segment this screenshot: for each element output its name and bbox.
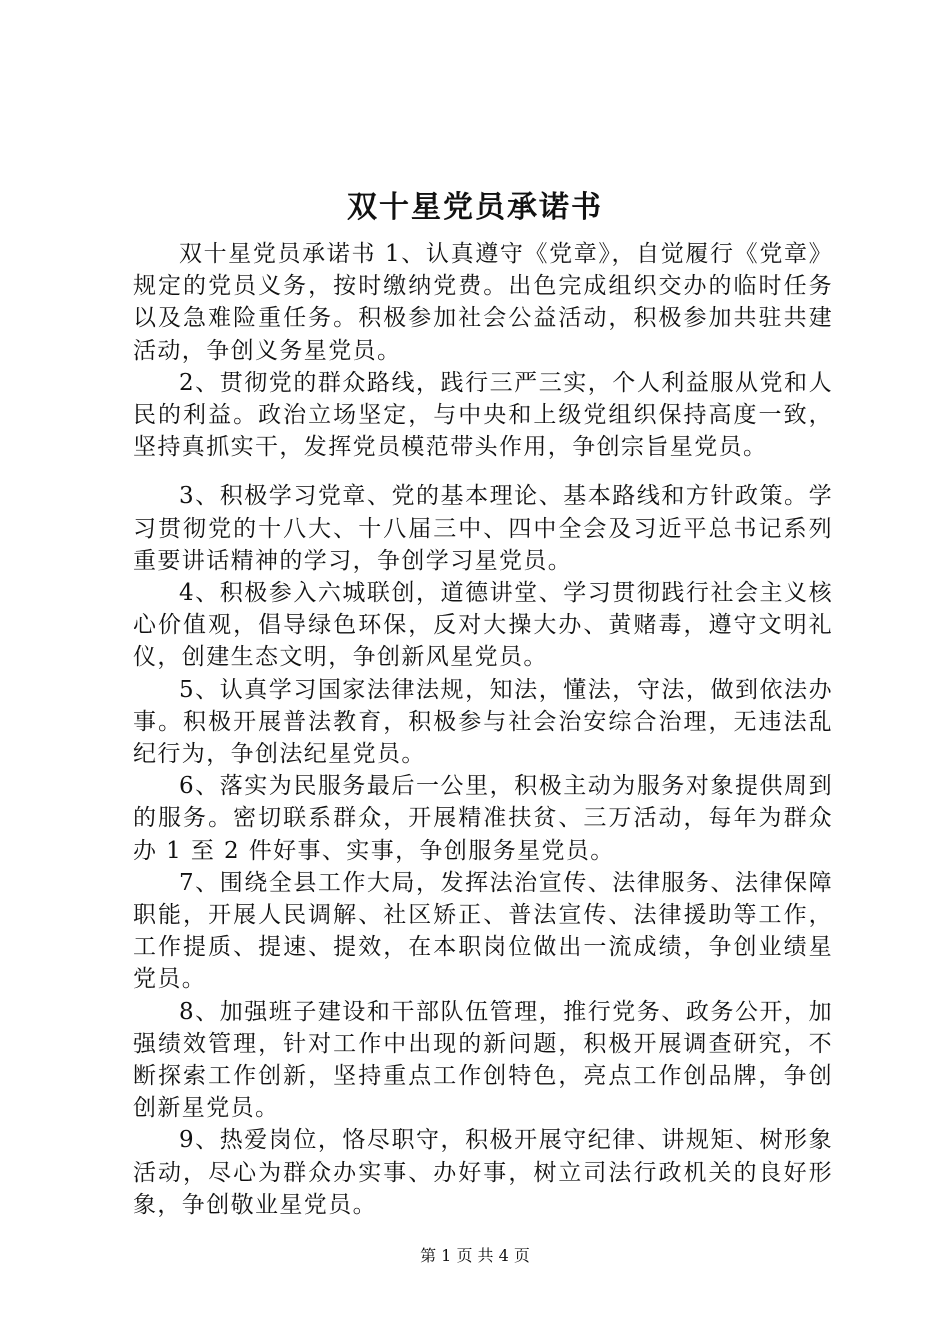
paragraph-5: 5、认真学习国家法律法规，知法，懂法，守法，做到依法办事。积极开展普法教育，积极参与社会治安综合治理，无违法乱纪行为，争创法纪星党员。 [133,676,833,768]
paragraph-3: 3、积极学习党章、党的基本理论、基本路线和方针政策。学习贯彻党的十八大、十八届三中、四中全会及习近平总书记系列重要讲话精神的学习，争创学习星党员。 [133,483,833,574]
paragraph-1: 双十星党员承诺书 1、认真遵守《党章》，自觉履行《党章》规定的党员义务，按时缴纳党费。出色完成组织交办的临时任务以及急难险重任务。积极参加社会公益活动，积极参加共驻共建活动，争创义务星党员。 [133,241,833,364]
paragraph-9: 9、热爱岗位，恪尽职守，积极开展守纪律、讲规矩、树形象活动，尽心为群众办实事、办好事，树立司法行政机关的良好形象，争创敬业星党员。 [133,1127,833,1218]
document-body [133,238,833,1221]
page-number-footer: 第 1 页 共 4 页 [420,1246,530,1265]
paragraph-2: 2、贯彻党的群众路线，践行三严三实，个人利益服从党和人民的利益。政治立场坚定，与中央和上级党组织保持高度一致，坚持真抓实干，发挥党员模范带头作用，争创宗旨星党员。 [133,369,833,461]
paragraph-6: 6、落实为民服务最后一公里，积极主动为服务对象提供周到的服务。密切联系群众，开展精准扶贫、三万活动，每年为群众办 1 至 2 件好事、实事，争创服务星党员。 [133,773,833,864]
paragraph-7: 7、围绕全县工作大局，发挥法治宣传、法律服务、法律保障职能，开展人民调解、社区矫正、普法宣传、法律援助等工作，工作提质、提速、提效，在本职岗位做出一流成绩，争创业绩星党员。 [133,869,833,993]
paragraph-8: 8、加强班子建设和干部队伍管理，推行党务、政务公开，加强绩效管理，针对工作中出现的新问题，积极开展调查研究，不断探索工作创新，坚持重点工作创特色，亮点工作创品牌，争创创新星党员。 [133,998,833,1122]
document-title: 双十星党员承诺书 [347,190,603,225]
paragraph-4: 4、积极参入六城联创，道德讲堂、学习贯彻践行社会主义核心价值观，倡导绿色环保，反对大操大办、黄赌毒，遵守文明礼仪，创建生态文明，争创新风星党员。 [133,580,833,671]
